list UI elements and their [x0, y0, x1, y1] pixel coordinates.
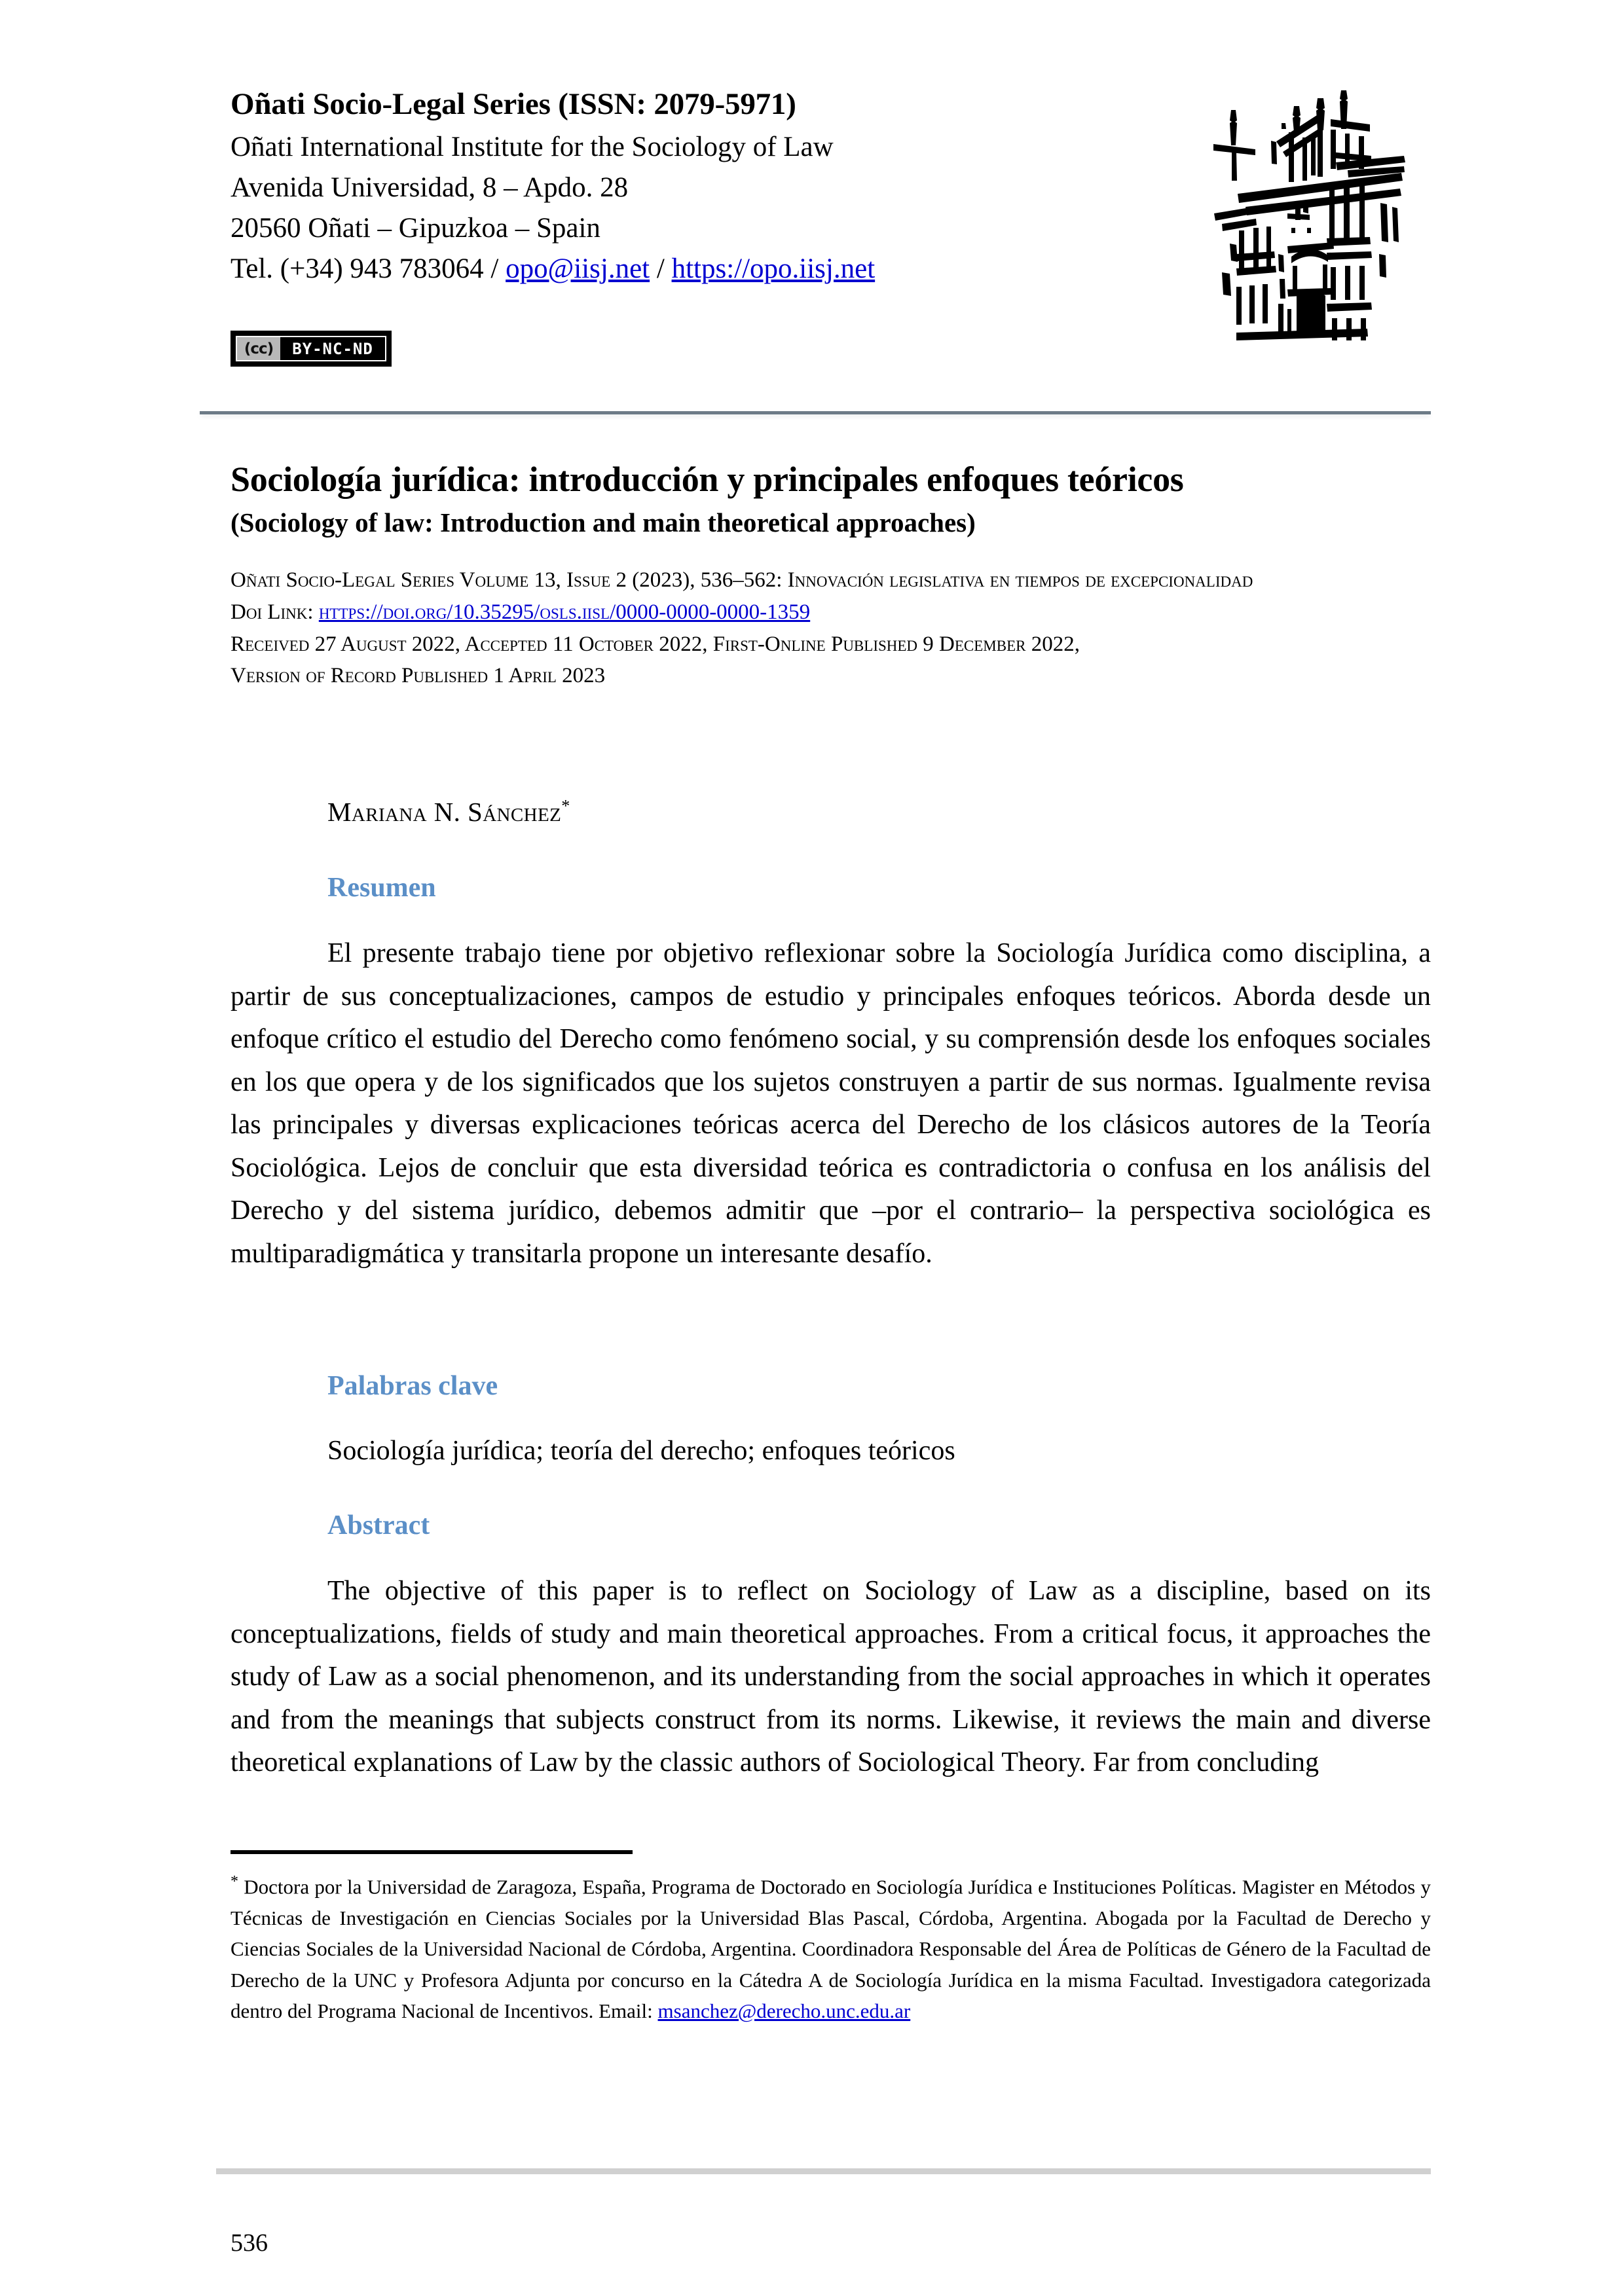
journal-title: Oñati Socio-Legal Series (ISSN: 2079-5971) — [231, 87, 796, 121]
section-heading-abstract: Abstract — [327, 1510, 430, 1540]
author-name-text: Mariana N. Sánchez — [327, 797, 562, 827]
cc-badge-inner — [236, 336, 386, 361]
cc-logo-icon: (cc) — [237, 337, 280, 360]
contact-separator: / — [650, 253, 672, 284]
article-header — [231, 458, 1431, 540]
footnote-marker: * — [231, 1873, 238, 1890]
publication-history-line-2: Version of Record Published 1 April 2023 — [231, 664, 606, 688]
keywords-list: Sociología jurídica; teoría del derecho; enfoques teóricos — [327, 1436, 955, 1466]
cc-terms-label: BY-NC-ND — [280, 337, 385, 360]
abstract-paragraph: The objective of this paper is to reflect on Sociology of Law as a discipline, based on its conceptualizations, fields of study and main theoretical approaches. From a critical focus, it approaches the study of Law as a social phenomenon, and its understanding from the social approaches in which it operates and from the meanings that subjects construct from its norms. Likewise, it reviews the main and diverse theoretical explanations of Law by the classic authors of Sociological Theory. Far from concluding — [231, 1576, 1431, 1778]
contact-line — [231, 249, 1160, 289]
article-title: Sociología jurídica: introducción y principales enfoques teóricos — [231, 460, 1184, 499]
doi-line — [231, 596, 1431, 629]
section-heading-palabras-clave: Palabras clave — [327, 1371, 498, 1401]
publication-history-line-1: Received 27 August 2022, Accepted 11 October 2022, First-Online Published 9 December 2022, — [231, 632, 1080, 656]
section-heading-resumen: Resumen — [327, 873, 436, 903]
issue-citation: Oñati Socio-Legal Series Volume 13, Issue 2 (2023), 536–562: Innovación legislativa en tiempos de excepcionalidad — [231, 568, 1253, 592]
article-subtitle: (Sociology of law: Introduction and main theoretical approaches) — [231, 507, 976, 538]
doi-label: Doi Link: — [231, 600, 319, 624]
iisl-building-logo-icon — [1196, 79, 1425, 340]
email-link[interactable]: opo@iisj.net — [506, 253, 650, 284]
article-metadata — [231, 564, 1431, 692]
author-name — [327, 796, 570, 828]
footnote-separator — [231, 1850, 633, 1854]
author-footnote-marker: * — [561, 796, 570, 816]
telephone-text: Tel. (+34) 943 783064 / — [231, 253, 506, 284]
address-city: 20560 Oñati – Gipuzkoa – Spain — [231, 212, 600, 244]
footer-divider — [216, 2168, 1431, 2174]
address-street: Avenida Universidad, 8 – Apdo. 28 — [231, 172, 629, 203]
masthead — [231, 84, 1160, 289]
website-link[interactable]: https://opo.iisj.net — [671, 253, 876, 284]
resumen-paragraph: El presente trabajo tiene por objetivo reflexionar sobre la Sociología Jurídica como disciplina, a partir de sus conceptualizaciones, campos de estudio y principales enfoques teóricos. Aborda desde un enfoque crítico el estudio del Derecho como fenómeno social, y su comprensión desde los enfoques sociales en los que opera y de los significados que los sujetos construyen a partir de sus normas. Igualmente revisa las principales y diversas explicaciones teóricas acerca del Derecho de los clásicos autores de la Teoría Sociológica. Lejos de concluir que esta diversidad teórica es contradictoria o confusa en los análisis del Derecho y del sistema jurídico, debemos admitir que –por el contrario– la perspectiva sociológica es multiparadigmática y transitarla propone un interesante desafío. — [231, 938, 1431, 1269]
creative-commons-badge[interactable] — [231, 331, 392, 367]
footnote-email-link[interactable]: msanchez@derecho.unc.edu.ar — [657, 1999, 911, 2023]
institute-name: Oñati International Institute for the Sociology of Law — [231, 132, 834, 163]
doi-link[interactable]: https://doi.org/10.35295/osls.iisl/0000-0000-0000-1359 — [318, 600, 811, 624]
author-footnote — [231, 1870, 1431, 2026]
footnote-text: Doctora por la Universidad de Zaragoza, España, Programa de Doctorado en Sociología Jurídica e Instituciones Políticas. Magister en Métodos y Técnicas de Investigación en Ciencias Sociales por la Universidad Blas Pascal, Córdoba, Argentina. Abogada por la Facultad de Derecho y Ciencias Sociales de la Universidad Nacional de Córdoba, Argentina. Coordinadora Responsable del Área de Políticas de Género de la Facultad de Derecho de la UNC y Profesora Adjunta por concurso en la Cátedra A de Sociología Jurídica en la misma Facultad. Investigadora categorizada dentro del Programa Nacional de Incentivos. Email: — [231, 1875, 1431, 2023]
page-number: 536 — [231, 2229, 268, 2257]
header-divider — [200, 411, 1431, 414]
